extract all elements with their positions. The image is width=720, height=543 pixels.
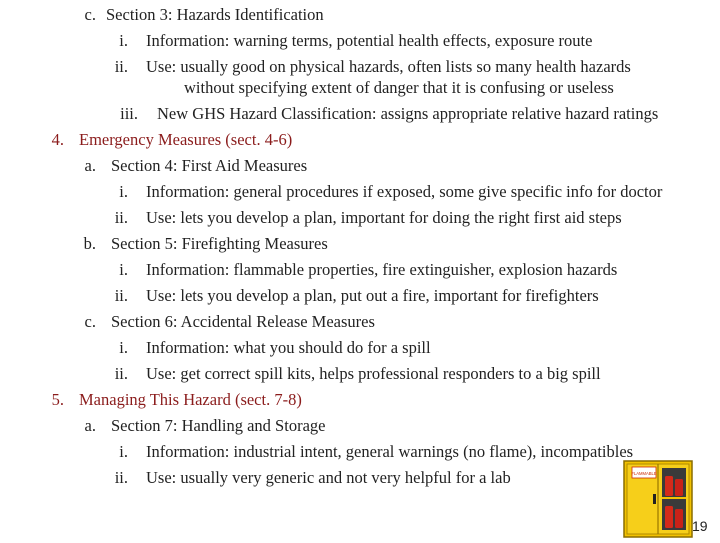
list-marker: a.: [84, 156, 96, 175]
list-marker: i.: [119, 182, 128, 201]
list-text: Information: what you should do for a spill: [146, 338, 431, 357]
list-text: Section 4: First Aid Measures: [111, 156, 308, 175]
list-marker: ii.: [114, 57, 128, 76]
list-marker: i.: [119, 31, 128, 50]
list-text-continued: without specifying extent of danger that it is confusing or useless: [184, 78, 614, 97]
list-marker: ii.: [114, 468, 128, 487]
list-marker: i.: [119, 338, 128, 357]
list-marker: c.: [84, 5, 96, 24]
svg-text:FLAMMABLE: FLAMMABLE: [631, 471, 657, 476]
list-text: New GHS Hazard Classification: assigns appropriate relative hazard ratings: [157, 104, 659, 123]
list-text: Section 5: Firefighting Measures: [111, 234, 328, 253]
list-text: Use: usually good on physical hazards, often lists so many health hazards: [146, 57, 631, 76]
list-marker: c.: [84, 312, 96, 331]
page-number: 19: [692, 518, 708, 534]
list-marker: ii.: [114, 208, 128, 227]
list-text: Use: get correct spill kits, helps professional responders to a big spill: [146, 364, 601, 383]
list-text: Information: general procedures if exposed, some give specific info for doctor: [146, 182, 663, 201]
list-marker: ii.: [114, 286, 128, 305]
list-text: Use: usually very generic and not very helpful for a lab: [146, 468, 511, 487]
heading-text: Emergency Measures (sect. 4-6): [79, 130, 293, 149]
list-text: Section 6: Accidental Release Measures: [111, 312, 375, 331]
list-marker: a.: [84, 416, 96, 435]
list-text: Information: flammable properties, fire extinguisher, explosion hazards: [146, 260, 618, 279]
list-marker: iii.: [120, 104, 138, 123]
list-text: Use: lets you develop a plan, important for doing the right first aid steps: [146, 208, 622, 227]
list-text: Section 7: Handling and Storage: [111, 416, 326, 435]
list-marker: 5.: [51, 390, 64, 409]
list-marker: ii.: [114, 364, 128, 383]
list-text: Information: industrial intent, general warnings (no flame), incompatibles: [146, 442, 634, 461]
list-text: Section 3: Hazards Identification: [106, 5, 324, 24]
list-marker: 4.: [51, 130, 64, 149]
list-text: Use: lets you develop a plan, put out a fire, important for firefighters: [146, 286, 599, 305]
heading-text: Managing This Hazard (sect. 7-8): [79, 390, 302, 409]
flammable-cabinet-image: [622, 460, 694, 538]
list-text: Information: warning terms, potential health effects, exposure route: [146, 31, 593, 50]
list-marker: b.: [83, 234, 96, 253]
list-marker: i.: [119, 442, 128, 461]
list-marker: i.: [119, 260, 128, 279]
